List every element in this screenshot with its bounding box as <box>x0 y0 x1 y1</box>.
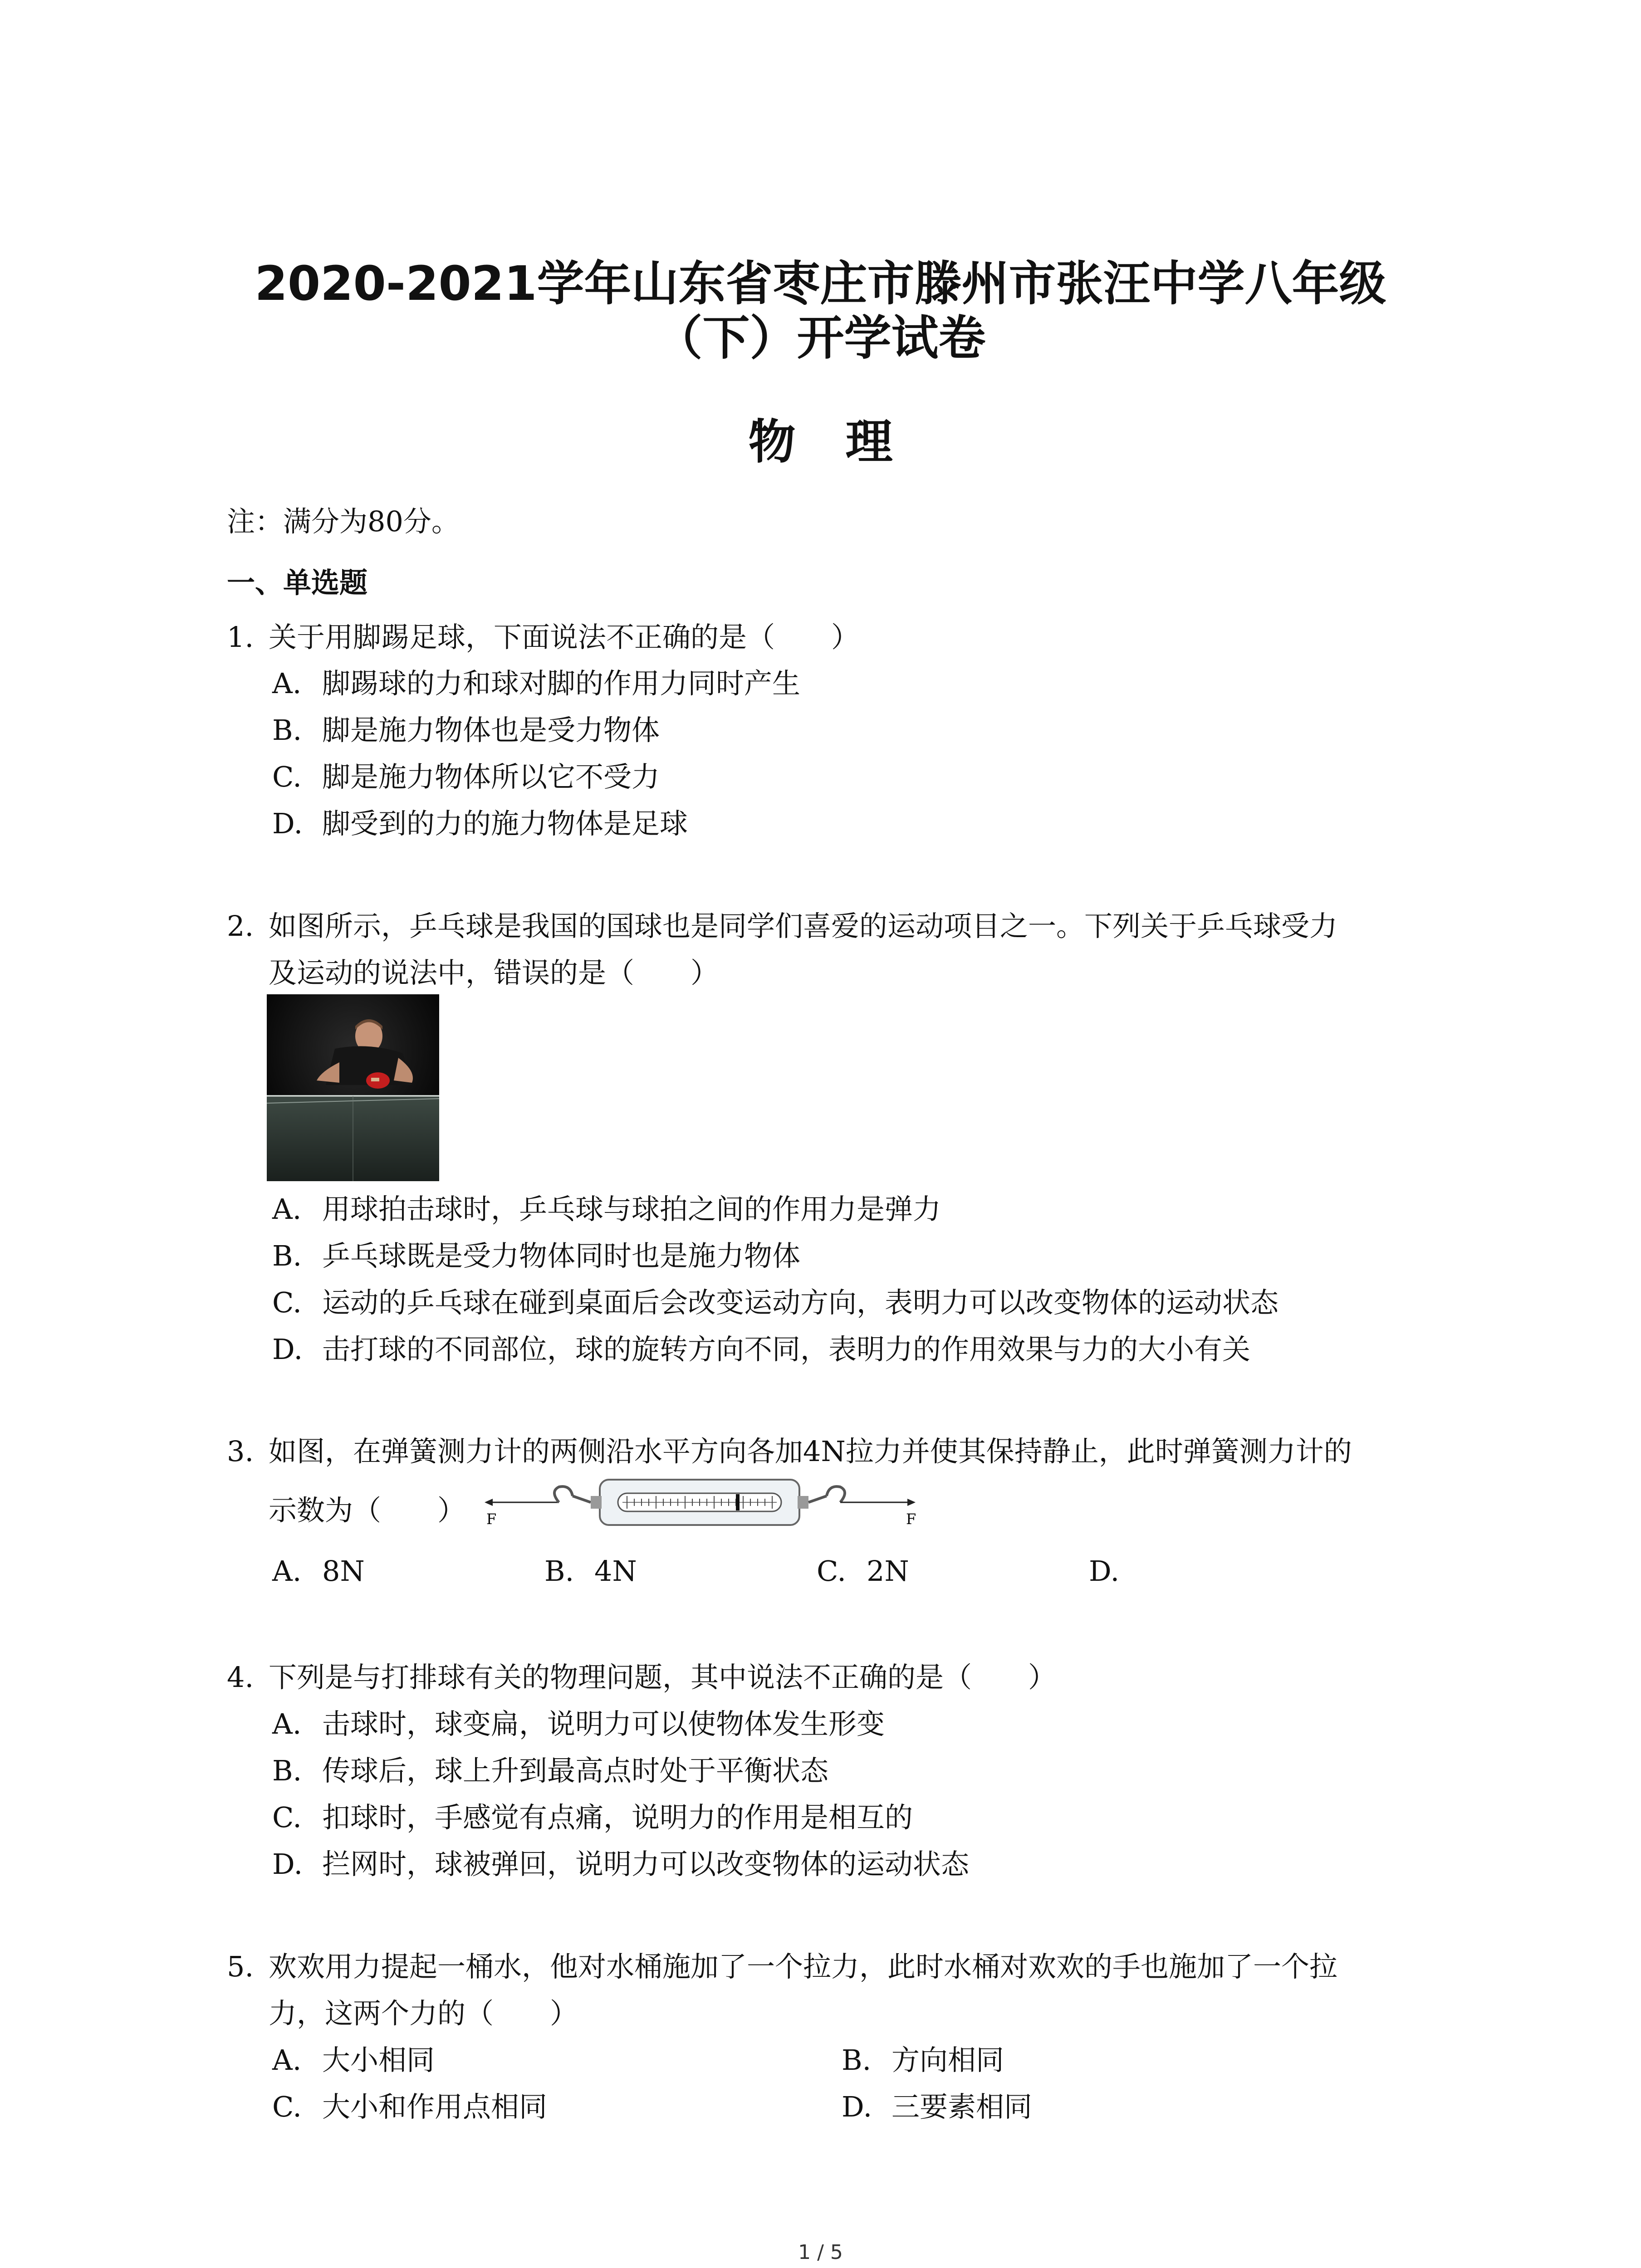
option-letter: A. <box>272 1707 302 1740</box>
question-2-option-a <box>272 1191 941 1227</box>
option-letter: D. <box>272 1333 303 1366</box>
question-text: 欢欢用力提起一桶水，他对水桶施加了一个拉力，此时水桶对欢欢的手也施加了一个拉 <box>269 1950 1338 1983</box>
option-text: 8N <box>322 1554 365 1588</box>
option-text: 大小相同 <box>322 2043 435 2077</box>
question-4-stem <box>227 1659 1056 1696</box>
option-letter: B. <box>272 1754 302 1787</box>
question-2-stem <box>227 908 1337 944</box>
spring-scale-diagram <box>482 1473 922 1537</box>
option-letter: B. <box>842 2043 872 2077</box>
force-label-left: F <box>486 1510 497 1528</box>
option-letter: D. <box>842 2090 872 2123</box>
question-5-stem <box>227 1949 1337 1985</box>
option-letter: C. <box>272 760 302 793</box>
question-2-option-b <box>272 1238 800 1274</box>
question-5-option-d <box>842 2089 1032 2125</box>
question-1-option-d <box>272 806 688 842</box>
option-text: 传球后，球上升到最高点时处于平衡状态 <box>322 1754 829 1787</box>
option-text: 用球拍击球时，乒乓球与球拍之间的作用力是弹力 <box>322 1193 941 1226</box>
exam-title-line2: （下）开学试卷 <box>655 310 986 366</box>
question-1-stem <box>227 619 859 655</box>
table-tennis-photo <box>267 994 439 1181</box>
option-letter: C. <box>272 2090 302 2123</box>
question-text: 如图，在弹簧测力计的两侧沿水平方向各加4N拉力并使其保持静止，此时弹簧测力计的 <box>269 1435 1352 1468</box>
question-number: 1. <box>227 621 254 654</box>
question-2-option-d <box>272 1331 1250 1368</box>
option-letter: B. <box>272 1239 302 1272</box>
score-note: 注：满分为80分。 <box>227 505 460 538</box>
option-letter: D. <box>272 1848 303 1881</box>
question-number: 4. <box>227 1661 254 1694</box>
option-text: 击球时，球变扁，说明力可以使物体发生形变 <box>322 1707 885 1740</box>
question-3-stem-cont: 示数为（ ） <box>269 1494 466 1527</box>
question-2-stem-cont: 及运动的说法中，错误的是（ ） <box>269 956 719 989</box>
question-1-option-c <box>272 759 660 795</box>
question-4-option-b <box>272 1753 828 1789</box>
option-letter: A. <box>272 667 302 700</box>
option-text: 脚踢球的力和球对脚的作用力同时产生 <box>322 667 801 700</box>
option-text: 乒乓球既是受力物体同时也是施力物体 <box>322 1239 801 1272</box>
option-letter: D. <box>1089 1554 1120 1588</box>
option-text: 拦网时，球被弹回，说明力可以改变物体的运动状态 <box>322 1848 970 1881</box>
option-text: 脚是施力物体所以它不受力 <box>322 760 660 793</box>
question-5-option-b <box>842 2042 1004 2078</box>
question-1-option-a <box>272 665 800 702</box>
option-text: 脚受到的力的施力物体是足球 <box>322 807 688 840</box>
question-5-option-a <box>272 2042 435 2078</box>
question-number: 2. <box>227 909 254 943</box>
question-text: 关于用脚踢足球，下面说法不正确的是（ ） <box>269 621 860 654</box>
question-2-option-c <box>272 1285 1279 1321</box>
option-text: 运动的乒乓球在碰到桌面后会改变运动方向，表明力可以改变物体的运动状态 <box>322 1286 1279 1319</box>
subject-heading: 物理 <box>748 414 943 469</box>
option-letter: C. <box>817 1554 846 1588</box>
question-4-option-a <box>272 1706 885 1742</box>
question-number: 3. <box>227 1435 254 1468</box>
force-label-right: F <box>906 1510 916 1528</box>
question-3-stem <box>227 1433 1352 1470</box>
option-text: 脚是施力物体也是受力物体 <box>322 714 660 747</box>
spring-scale-figure <box>482 1473 922 1537</box>
question-3-option-a <box>272 1553 365 1589</box>
question-text: 如图所示，乒乓球是我国的国球也是同学们喜爱的运动项目之一。下列关于乒乓球受力 <box>269 909 1338 943</box>
option-letter: B. <box>272 714 302 747</box>
option-letter: A. <box>272 1554 302 1588</box>
section-heading-single-choice: 一、单选题 <box>227 566 368 599</box>
option-letter: A. <box>272 2043 302 2077</box>
question-4-option-d <box>272 1846 969 1882</box>
option-text: 方向相同 <box>892 2043 1004 2077</box>
question-5-option-c <box>272 2089 547 2125</box>
option-letter: D. <box>272 807 303 840</box>
option-letter: B. <box>544 1554 574 1588</box>
option-text: 三要素相同 <box>892 2090 1033 2123</box>
question-text: 下列是与打排球有关的物理问题，其中说法不正确的是（ ） <box>269 1661 1057 1694</box>
option-letter: C. <box>272 1801 302 1834</box>
option-text: 扣球时，手感觉有点痛，说明力的作用是相互的 <box>322 1801 913 1834</box>
question-3-option-c <box>817 1553 909 1589</box>
question-3-option-b <box>544 1553 637 1589</box>
option-text: 击打球的不同部位，球的旋转方向不同，表明力的作用效果与力的大小有关 <box>322 1333 1251 1366</box>
question-4-option-c <box>272 1799 913 1836</box>
question-5-stem-cont: 力，这两个力的（ ） <box>269 1997 578 2030</box>
page-number: 1 / 5 <box>798 2241 843 2264</box>
exam-title-line1: 2020-2021学年山东省枣庄市滕州市张汪中学八年级 <box>255 256 1386 311</box>
option-letter: C. <box>272 1286 302 1319</box>
option-text: 4N <box>594 1554 637 1588</box>
table-tennis-player-image <box>267 994 439 1181</box>
question-number: 5. <box>227 1950 254 1983</box>
option-text: 2N <box>867 1554 909 1588</box>
question-3-option-d <box>1089 1553 1139 1589</box>
question-1-option-b <box>272 712 660 748</box>
option-letter: A. <box>272 1193 302 1226</box>
option-text: 大小和作用点相同 <box>322 2090 548 2123</box>
